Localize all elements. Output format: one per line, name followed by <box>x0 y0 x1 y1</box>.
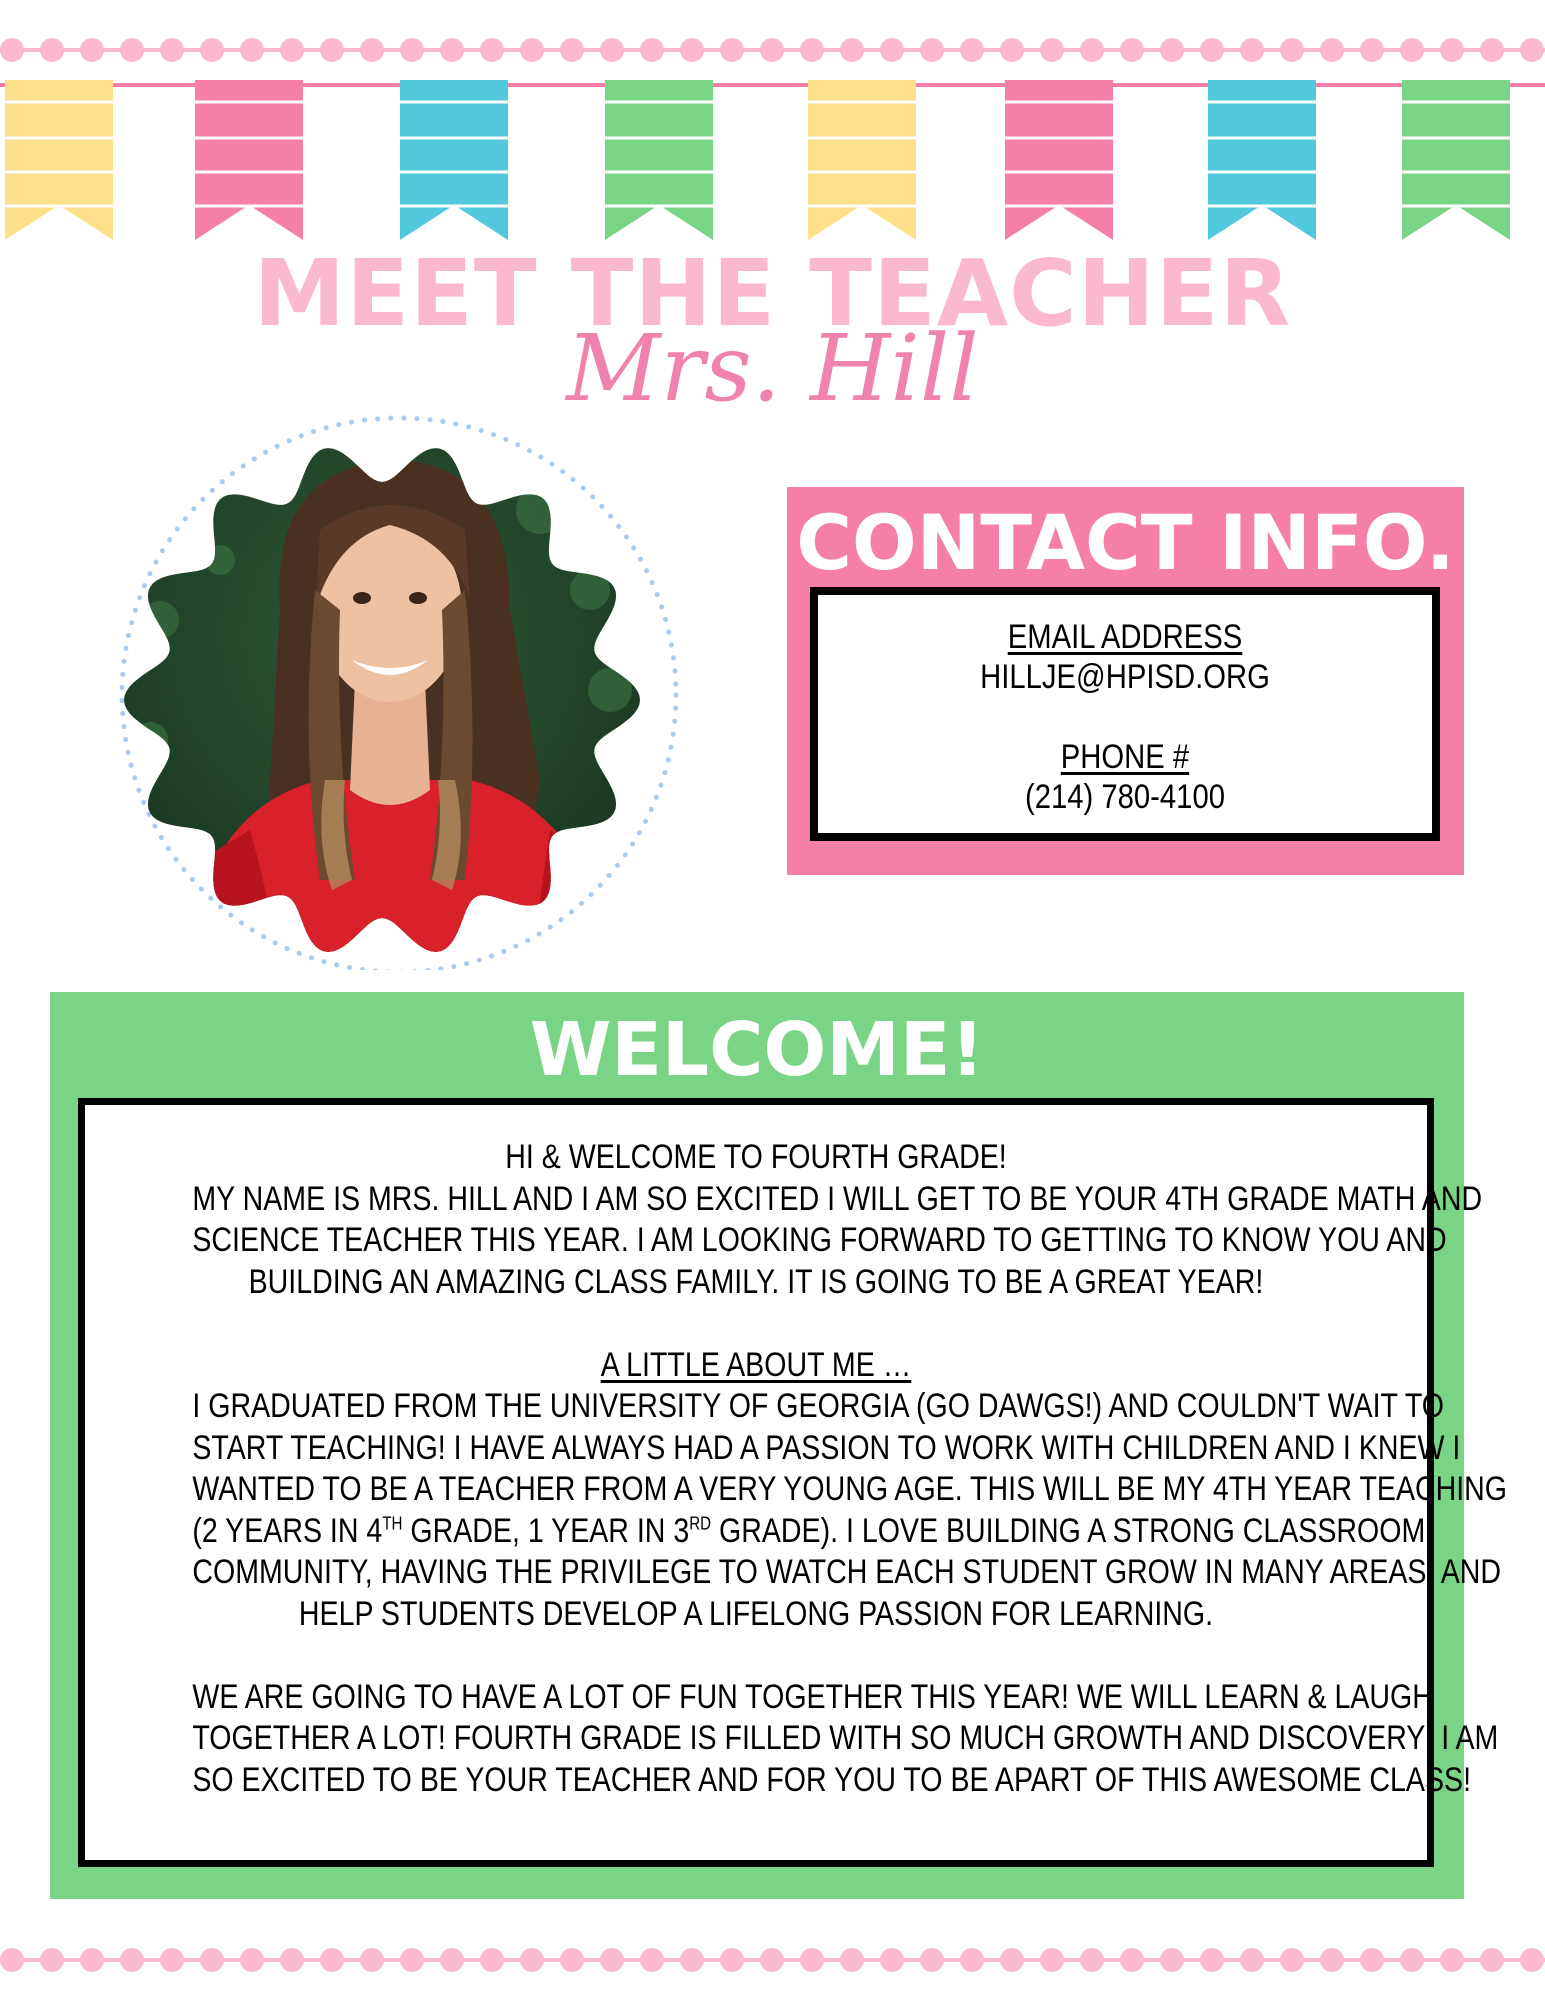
email-value: HILLJE@HPISD.ORG <box>980 658 1270 696</box>
about-line: HELP STUDENTS DEVELOP A LIFELONG PASSION FOR LEARNING. <box>298 1594 1214 1633</box>
border-dot <box>360 1948 384 1972</box>
welcome-line: MY NAME IS MRS. HILL AND I AM SO EXCITED I WILL GET TO BE YOUR 4TH GRADE MATH AND <box>192 1179 1483 1218</box>
closing-line: TOGETHER A LOT! FOURTH GRADE IS FILLED WITH SO MUCH GROWTH AND DISCOVERY! I AM <box>192 1719 1499 1757</box>
border-dot <box>600 1948 624 1972</box>
border-dot <box>40 1948 64 1972</box>
border-dot <box>560 1948 584 1972</box>
page-title: MEET THE TEACHER <box>253 240 1292 347</box>
border-dot <box>400 1948 424 1972</box>
bunting-flag <box>1208 80 1316 240</box>
bunting-banner <box>0 40 1545 260</box>
border-dot <box>920 1948 944 1972</box>
border-dot <box>1040 1948 1064 1972</box>
teacher-name: Mrs. Hill <box>566 315 979 422</box>
border-dot <box>1400 1948 1424 1972</box>
border-dot <box>1520 1948 1544 1972</box>
bottom-dot-border <box>0 1940 1545 1980</box>
border-dot <box>240 1948 264 1972</box>
border-dot <box>80 1948 104 1972</box>
welcome-line: HI & WELCOME TO FOURTH GRADE! <box>505 1138 1007 1176</box>
border-dot <box>320 1948 344 1972</box>
border-dot <box>720 1948 744 1972</box>
about-heading: A LITTLE ABOUT ME … <box>600 1345 912 1384</box>
border-dot <box>480 1948 504 1972</box>
welcome-card <box>50 992 1508 1899</box>
border-dot <box>280 1948 304 1972</box>
contact-card <box>787 487 1464 875</box>
border-dot <box>1120 1948 1144 1972</box>
about-line: START TEACHING! I HAVE ALWAYS HAD A PASSION TO WORK WITH CHILDREN AND I KNEW I <box>192 1428 1461 1467</box>
border-dot <box>1080 1948 1104 1972</box>
bunting-flag <box>1402 80 1510 240</box>
bunting-flag <box>195 80 303 240</box>
contact-title: CONTACT INFO. <box>796 498 1455 587</box>
border-dot <box>1240 1948 1264 1972</box>
border-dot <box>1480 1948 1504 1972</box>
border-dot <box>440 1948 464 1972</box>
bunting-flag <box>1005 80 1113 240</box>
border-dot <box>960 1948 984 1972</box>
closing-line: WE ARE GOING TO HAVE A LOT OF FUN TOGETHER THIS YEAR! WE WILL LEARN & LAUGH <box>192 1677 1433 1716</box>
contact-box <box>810 587 1440 841</box>
border-dot <box>680 1948 704 1972</box>
welcome-line: SCIENCE TEACHER THIS YEAR. I AM LOOKING FORWARD TO GETTING TO KNOW YOU AND <box>192 1221 1447 1259</box>
bunting-flag <box>605 80 713 240</box>
bunting-flag <box>5 80 113 240</box>
border-dot <box>1360 1948 1384 1972</box>
phone-label: PHONE # <box>1060 738 1190 776</box>
border-dot <box>1280 1948 1304 1972</box>
border-dot <box>880 1948 904 1972</box>
border-dot <box>1200 1948 1224 1972</box>
about-line-grades: (2 YEARS IN 4TH GRADE, 1 YEAR IN 3RD GRADE). I LOVE BUILDING A STRONG CLASSROOM <box>192 1511 1426 1550</box>
bunting-flag <box>808 80 916 240</box>
border-dot <box>1440 1948 1464 1972</box>
teacher-photo <box>70 360 680 970</box>
welcome-line: BUILDING AN AMAZING CLASS FAMILY. IT IS GOING TO BE A GREAT YEAR! <box>248 1262 1264 1301</box>
welcome-title: WELCOME! <box>529 1007 985 1093</box>
border-dot <box>0 1948 24 1972</box>
bunting-flag <box>400 80 508 240</box>
border-dot <box>520 1948 544 1972</box>
border-dot <box>1160 1948 1184 1972</box>
border-dot <box>1000 1948 1024 1972</box>
phone-value: (214) 780-4100 <box>1025 778 1225 816</box>
border-dot <box>640 1948 664 1972</box>
teacher-photo-frame <box>70 360 680 970</box>
border-dot <box>1320 1948 1344 1972</box>
border-dot <box>840 1948 864 1972</box>
closing-line: SO EXCITED TO BE YOUR TEACHER AND FOR YOU TO BE APART OF THIS AWESOME CLASS! <box>192 1760 1472 1799</box>
about-line: COMMUNITY, HAVING THE PRIVILEGE TO WATCH EACH STUDENT GROW IN MANY AREAS, AND <box>192 1553 1502 1591</box>
about-line: I GRADUATED FROM THE UNIVERSITY OF GEORGIA (GO DAWGS!) AND COULDN'T WAIT TO <box>192 1387 1445 1425</box>
welcome-box <box>78 1098 1508 1867</box>
border-dot <box>160 1948 184 1972</box>
border-dot <box>760 1948 784 1972</box>
border-dot <box>200 1948 224 1972</box>
border-dot <box>120 1948 144 1972</box>
border-dot <box>800 1948 824 1972</box>
about-line: WANTED TO BE A TEACHER FROM A VERY YOUNG AGE. THIS WILL BE MY 4TH YEAR TEACHING <box>192 1470 1508 1508</box>
email-label: EMAIL ADDRESS <box>1007 618 1243 656</box>
